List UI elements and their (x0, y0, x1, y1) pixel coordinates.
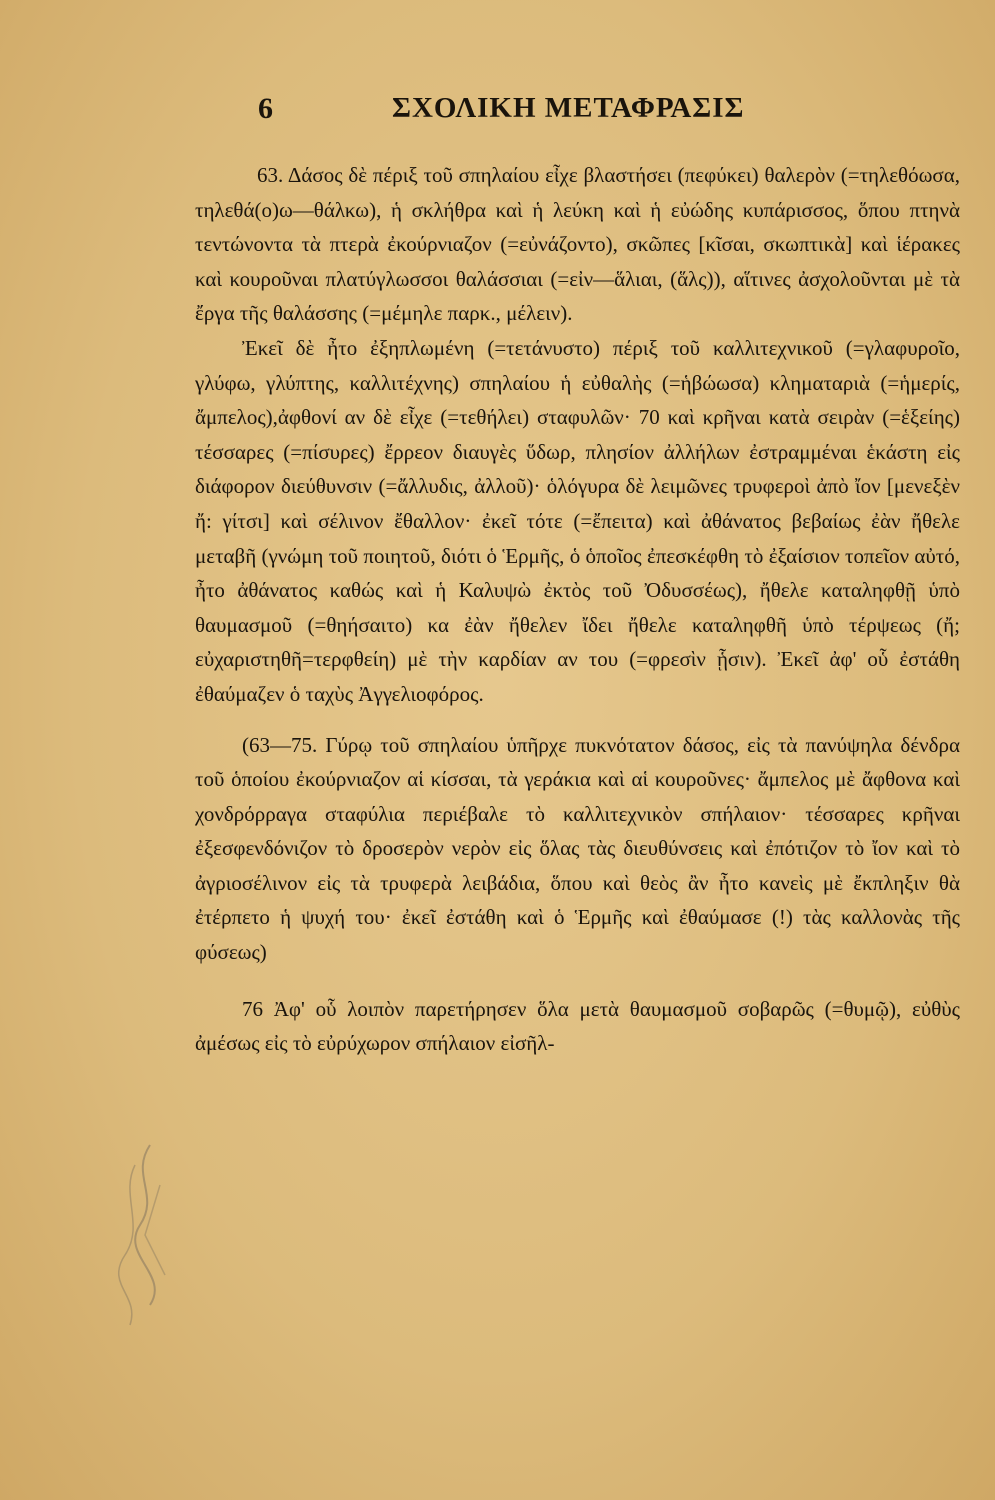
paragraph-summary-63-75: (63—75. Γύρῳ τοῦ σπηλαίου ὑπῆρχε πυκνότατον δάσος, εἰς τὰ πανύψηλα δένδρα τοῦ ὁποίου ἐκούρνιαζον αἱ κίσσαι, τὰ γεράκια καὶ αἱ κουροῦνες· ἄμπελος μὲ ἄφθονα καὶ χονδρόρραγα σταφύλια περιέβαλε τὸ καλλιτεχνικὸν σπήλαιον· τέσσαρες κρῆναι ἐξεσφενδόνιζον τὸ δροσερὸν νερὸν εἰς ὅλας τὰς διευθύνσεις καὶ ἐπότιζον τὸ ἴον καὶ τὸ ἀγριοσέλινον εἰς τὰ τρυφερὰ λειβάδια, ὅπου καὶ θεὸς ἂν ἦτο κανεὶς μὲ ἔκπληξιν θὰ ἐτέρπετο ἡ ψυχή του· ἐκεῖ ἐστάθη καὶ ὁ Ἑρμῆς καὶ ἐθαύμασε (!) τὰς καλλονὰς τῆς φύσεως) (195, 732, 960, 965)
margin-pencil-scribble (40, 1135, 200, 1335)
page-header (0, 92, 995, 142)
page-number: 6 (258, 92, 273, 125)
running-title: ΣΧΟΛΙΚΗ ΜΕΤΑΦΡΑΣΙΣ (392, 92, 745, 124)
paragraph-70: Ἐκεῖ δὲ ἦτο ἐξηπλωμένη (=τετάνυστο) πέριξ τοῦ καλλιτεχνικοῦ (=γλαφυροῖο, γλύφω, γλύπτης, καλλιτέχνης) σπηλαίου ἡ εὐθαλὴς (=ἡβώωσα) κληματαριὰ (=ἡμερίς, ἄμπελος),ἀφθονί αν δὲ εἶχε (=τεθήλει) σταφυλῶν· 70 καὶ κρῆναι κατὰ σειρὰν (=ἑξείης) τέσσαρες (=πίσυρες) ἔρρεον διαυγὲς ὕδωρ, πλησίον ἀλλήλων ἐστραμμέναι ἑκάστη εἰς διάφορον διεύθυνσιν (=ἄλλυδις, ἀλλοῦ)· ὁλόγυρα δὲ λειμῶνες τρυφεροὶ ἀπὸ ἴον [μενεξὲν ἤ: γίτσι] καὶ σέλινον ἔθαλλον· ἐκεῖ τότε (=ἔπειτα) καὶ ἀθάνατος βεβαίως ἐὰν ἤθελε μεταβῆ (γνώμη τοῦ ποιητοῦ, διότι ὁ Ἑρμῆς, ὁ ὁποῖος ἐπεσκέφθη τὸ ἐξαίσιον τοπεῖον αὐτό, ἦτο ἀθάνατος καθώς καὶ ἡ Καλυψὼ ἐκτὸς τοῦ Ὀδυσσέως), ἤθελε καταληφθῇ ὑπὸ θαυμασμοῦ (=θηήσαιτο) κα ἐὰν ἤθελεν ἴδει ἤθελε καταληφθῆ ὑπὸ τέρψεως (ἤ; εὐχαριστηθῆ=τερφθείη) μὲ τὴν καρδίαν αν του (=φρεσὶν ᾗσιν). Ἐκεῖ ἀφ' οὗ ἐστάθη ἐθαύμαζεν ὁ ταχὺς Ἀγγελιοφόρος. (195, 335, 960, 706)
paragraph-76: 76 Ἀφ' οὗ λοιπὸν παρετήρησεν ὅλα μετὰ θαυμασμοῦ σοβαρῶς (=θυμῷ), εὐθὺς ἀμέσως εἰς τὸ εὐρύχωρον σπήλαιον εἰσῆλ- (195, 996, 960, 1056)
body-text (195, 158, 960, 1061)
paragraph-63: 63. Δάσος δὲ πέριξ τοῦ σπηλαίου εἶχε βλαστήσει (πεφύκει) θαλερὸν (=τηλεθόωσα, τηλεθά(ο)ω—θάλκω), ἡ σκλήθρα καὶ ἡ λεύκη καὶ ἡ εὐώδης κυπάρισσος, ὅπου πτηνὰ τεντώνοντα τὰ πτερὰ ἐκούρνιαζον (=εὐνάζοντο), σκῶπες [κῖσαι, σκωπτικὰ] καὶ ἱέρακες καὶ κουροῦναι πλατύγλωσσοι θαλάσσιαι (=εἰν—ἅλιαι, (ἅλς)), αἵτινες ἀσχολοῦνται μὲ τὰ ἔργα τῆς θαλάσσης (=μέμηλε παρκ., μέλειν). (195, 163, 960, 326)
scribble-drawing (40, 1135, 200, 1335)
